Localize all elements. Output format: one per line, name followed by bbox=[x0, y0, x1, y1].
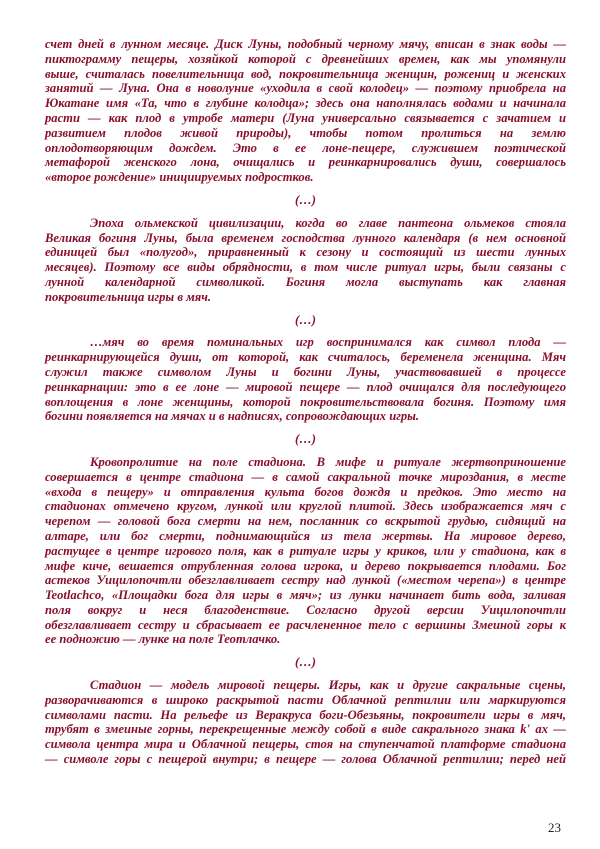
text-line: совершается в центре стадиона — в самой сакральной точке мироздания, в месте bbox=[45, 469, 566, 484]
text-line: поля вокруг и неся благоденствие. Согласно другой версии Уицилопочтли bbox=[45, 602, 566, 617]
text-line: Великая богиня Луны, была временем господства лунного календаря (в нем основной bbox=[45, 230, 566, 245]
text-line: астеков Уицилопочтли обезглавливает сестру над лункой («местом черепа») в центре bbox=[45, 573, 566, 588]
text-line: единицей был «полугод», приравненный к сезону и состоящий из шести лунных bbox=[45, 245, 566, 260]
ellipsis-separator: (…) bbox=[295, 432, 316, 447]
text-line: трубят в змеиные горны, перекрещенные между собой в виде сакрального знака k' ax — bbox=[45, 722, 566, 737]
text-line: пиктограмму пещеры, хозяйкой которой с древнейших времен, как мы упомянули bbox=[45, 51, 566, 66]
page-number: 23 bbox=[548, 820, 561, 835]
text-line: воплощения в лоне женщины, которой покровительствовала богиня. Поэтому имя bbox=[45, 394, 566, 409]
text-line: месяцев). Поэтому все виды обрядности, в том числе ритуал игры, были связаны с bbox=[45, 260, 566, 275]
text-line: Teotlachco, «Площадки бога для игры в мяч»; из лунки начинает бить вода, заливая bbox=[45, 588, 566, 603]
text-line: развитием плодов живой природы), чтобы потом пролиться на землю bbox=[45, 125, 566, 140]
text-line: — символе горы с пещерой внутри; в пещере — голова Облачной рептилии; перед ней bbox=[45, 752, 566, 767]
text-line: обезглавливает сестру и сбрасывает ее расчлененное тело с вершины Змеиной горы к bbox=[45, 617, 566, 632]
text-line: разворачиваются в широко раскрытой пасти Облачной рептилии или маркируются bbox=[45, 692, 566, 707]
text-line: метафорой женского лона, очищались и реинкарнировались души, совершалось bbox=[45, 155, 566, 170]
text-line: ее подножию — лунке на поле Теотлачко. bbox=[45, 632, 281, 647]
ellipsis-separator: (…) bbox=[295, 312, 316, 327]
text-line: …мяч во время поминальных игр воспринимался как символ плода — bbox=[90, 335, 566, 350]
ellipsis-separator: (…) bbox=[295, 655, 316, 670]
text-line: оплодотворяющим дождем. Это в ее лоне-пещере, служившем поэтической bbox=[45, 140, 566, 155]
text-line: реинкарнирующейся души, от которой, как считалось, беременела женщина. Мяч bbox=[45, 350, 566, 365]
text-line: мифе киче, вешается отрубленная голова игрока, и дерево покрывается плодами. Бог bbox=[45, 558, 566, 573]
text-line: черепом — головой бога смерти на нем, посланник со вскрытой грудью, сидящий на bbox=[45, 514, 566, 529]
text-line: занятий — Луна. Она в новолуние «уходила в свой колодец» — поэтому приобрела на bbox=[45, 81, 566, 96]
text-line: служил также символом Луны и богини Луны, участвовавшей в процессе bbox=[45, 364, 566, 379]
text-line: символа центра мира и Облачной пещеры, стоя на ступенчатой платформе стадиона bbox=[45, 737, 566, 752]
text-line: символами пасти. На рельефе из Веракруса боги-Обезьяны, покровители игры в мяч, bbox=[45, 707, 566, 722]
text-line: лунной календарной символикой. Богиня могла выступать как главная bbox=[45, 274, 566, 289]
text-line: Эпоха ольмекской цивилизации, когда во главе пантеона ольмеков стояла bbox=[90, 215, 566, 230]
paragraph bbox=[45, 216, 566, 305]
text-line: Кровопролитие на поле стадиона. В мифе и ритуале жертвоприношение bbox=[90, 454, 566, 469]
text-line: «второе рождение» инициируемых подростков. bbox=[45, 170, 314, 185]
paragraph bbox=[45, 455, 566, 647]
text-line: покровительница игры в мяч. bbox=[45, 289, 211, 304]
text-line: выше, считалась повелительница вод, покровительница женщин, рожениц и женских bbox=[45, 66, 566, 81]
ellipsis-separator: (…) bbox=[295, 192, 316, 207]
text-line: Юкатане имя «Та, что в глубине колодца»; здесь она наполнялась водами и начинала bbox=[45, 96, 566, 111]
text-line: реинкарнации: это в ее лоне — мировой пещере — плод очищался для последующего bbox=[45, 379, 566, 394]
paragraph bbox=[45, 335, 566, 424]
text-line: растущее в центре игрового поля, как в ритуале игры у криков, или у стадиона, как в bbox=[45, 543, 566, 558]
text-line: «входа в пещеру» и отправления культа богов дождя и предков. Это место на bbox=[45, 484, 566, 499]
paragraph bbox=[45, 678, 566, 767]
text-line: Стадион — модель мировой пещеры. Игры, как и другие сакральные сцены, bbox=[90, 678, 566, 693]
text-line: стадионах отмечено кругом, лункой или круглой плитой. Здесь изображается мяч с bbox=[45, 499, 566, 514]
text-line: алтаре, или бог смерти, поднимающийся из тела жертвы. На мировое дерево, bbox=[45, 528, 566, 543]
document-page bbox=[45, 37, 566, 767]
text-line: расти — как плод в утробе матери (Луна универсально связывается с зачатием и bbox=[45, 110, 566, 125]
text-line: счет дней в лунном месяце. Диск Луны, подобный черному мячу, вписан в знак воды — bbox=[45, 37, 566, 51]
paragraph bbox=[45, 37, 566, 185]
text-line: богини появляется на мячах и в надписях, сопровождающих игры. bbox=[45, 409, 420, 424]
